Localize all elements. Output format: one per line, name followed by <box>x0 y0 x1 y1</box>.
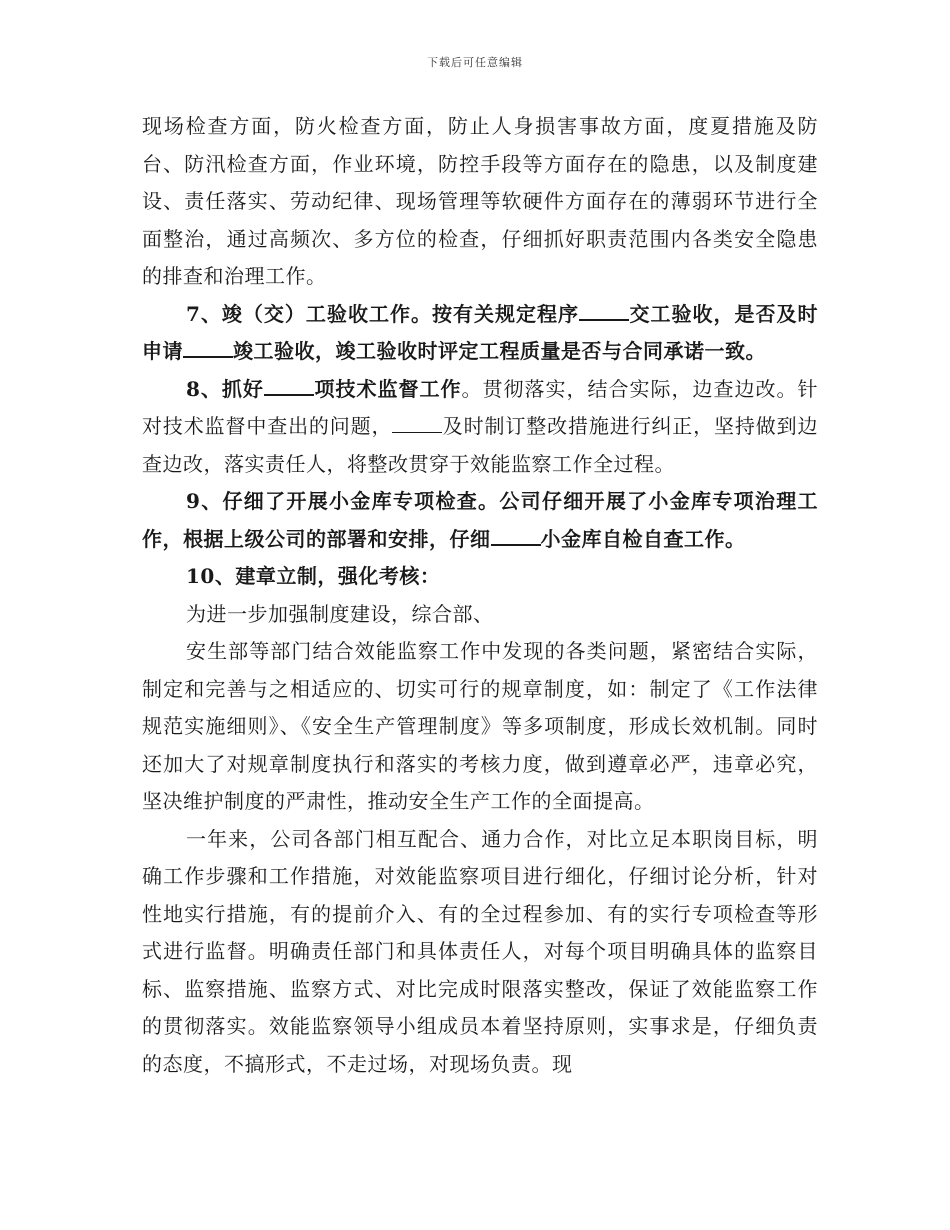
paragraph-item-8-text-1: 。贯彻落实，结合实际，边查边改。针对技术监督中查出的问题， <box>142 376 819 438</box>
paragraph-item-8-heading-2: 项技术监督工作 <box>313 376 462 401</box>
paragraph-system-building: 为进一步加强制度建设，综合部、 <box>186 601 494 626</box>
paragraph-year-summary: 一年来，公司各部门相互配合、通力合作，对比立足本职岗目标，明确工作步骤和工作措施，对效能监察项目进行细化，仔细讨论分析，针对性地实行措施，有的提前介入、有的全过程参加、有的实行专项检查等形式进行监督。明确责任部门和具体责任人，对每个项目明确具体的监察目标、监察措施、监察方式、对比完成时限落实整改，保证了效能监察工作的贯彻落实。效能监察领导小组成员本着坚持原则，实事求是，仔细负责的态度，不搞形式，不走过场，对现场负责。现 <box>142 826 818 1076</box>
paragraph-item-9-text-2: 小金库自检自查工作。 <box>540 526 746 551</box>
paragraph-regulations: 安生部等部门结合效能监察工作中发现的各类问题，紧密结合实际，制定和完善与之相适应的、切实可行的规章制度，如：制定了《工作法律规范实施细则》、《安全生产管理制度》等多项制度，形成长效机制。同时还加大了对规章制度执行和落实的考核力度，做到遵章必严，违章必究，坚决维护制度的严肃性，推动安全生产工作的全面提高。 <box>142 639 818 813</box>
blank-line <box>491 524 541 546</box>
page-header: 下载后可任意编辑 <box>427 56 523 69</box>
paragraph-inspection: 现场检查方面，防火检查方面，防止人身损害事故方面，度夏措施及防台、防汛检查方面，作业环境，防控手段等方面存在的隐患，以及制度建设、责任落实、劳动纪律、现场管理等软硬件方面存在的薄弱环节进行全面整治，通过高频次、多方位的检查，仔细抓好职责范围内各类安全隐患的排查和治理工作。 <box>142 114 818 288</box>
paragraph-item-9 <box>142 483 818 558</box>
blank-line <box>264 374 314 396</box>
paragraph-item-7 <box>142 296 818 371</box>
blank-line <box>579 299 629 321</box>
paragraph-item-7-text-2: 交工验收，是否及时申请 <box>142 301 818 363</box>
document-body <box>142 108 818 1083</box>
blank-line <box>183 336 233 358</box>
paragraph-item-8-text-2: 及时制订整改措施进行纠正，坚持做到边查边改，落实责任人，将整改贯穿于效能监察工作全过程。 <box>142 414 819 476</box>
paragraph-item-9-text-1: 9、仔细了开展小金库专项检查。公司仔细开展了小金库专项治理工作，根据上级公司的部署和安排，仔细 <box>142 489 818 551</box>
paragraph-item-10-heading: 10、建章立制，强化考核： <box>186 564 441 588</box>
paragraph-item-8 <box>142 371 818 484</box>
paragraph-item-8-heading-1: 8、抓好 <box>186 376 264 401</box>
blank-line <box>392 412 442 433</box>
paragraph-item-7-text-3: 竣工验收，竣工验收时评定工程质量是否与合同承诺一致。 <box>233 339 766 363</box>
paragraph-item-7-text-1: 7、竣（交）工验收工作。按有关规定程序 <box>186 301 579 326</box>
